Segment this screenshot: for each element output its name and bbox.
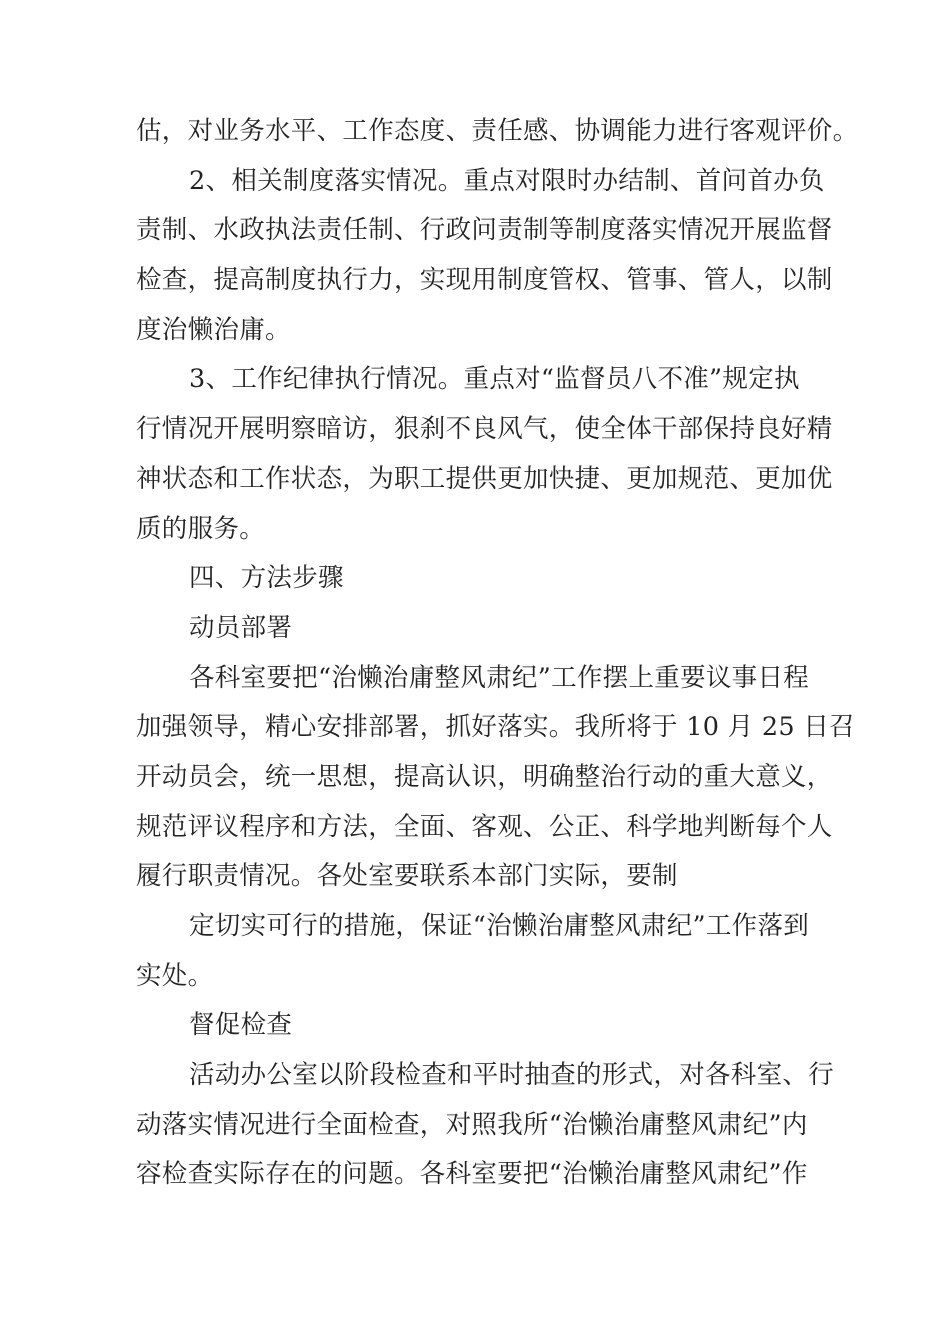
text-line-5: 度治懒治庸。 <box>136 314 291 345</box>
section-heading: 四、方法步骤 <box>189 563 344 594</box>
text-line-13: 加强领导，精心安排部署，抓好落实。我所将于 10 月 25 日召 <box>136 712 855 743</box>
document-body <box>136 107 859 1200</box>
text-line-3: 责制、水政执法责任制、行政问责制等制度落实情况开展监督 <box>136 215 833 246</box>
text-line-16: 履行职责情况。各处室要联系本部门实际，要制 <box>136 861 678 892</box>
text-line-17: 定切实可行的措施，保证“治懒治庸整风肃纪”工作落到 <box>189 911 810 941</box>
text-line-2: 2、相关制度落实情况。重点对限时办结制、首问首办负 <box>189 165 825 196</box>
text-line-20: 活动办公室以阶段检查和平时抽查的形式，对各科室、行 <box>189 1060 835 1091</box>
text-line-8: 神状态和工作状态，为职工提供更加快捷、更加规范、更加优 <box>136 463 833 494</box>
text-line-9: 质的服务。 <box>136 513 266 544</box>
text-line-7: 行情况开展明察暗访，狠刹不良风气，使全体干部保持良好精 <box>136 414 833 445</box>
text-line-4: 检查，提高制度执行力，实现用制度管权、管事、管人，以制 <box>136 265 833 296</box>
text-line-18: 实处。 <box>136 960 214 991</box>
subheading-inspection: 督促检查 <box>189 1010 293 1041</box>
text-line-15: 规范评议程序和方法，全面、客观、公正、科学地判断每个人 <box>136 811 833 842</box>
text-line-6: 3、工作纪律执行情况。重点对“监督员八不准”规定执 <box>189 364 800 395</box>
text-line-22: 容检查实际存在的问题。各科室要把“治懒治庸整风肃纪”作 <box>136 1159 808 1190</box>
text-line-12: 各科室要把“治懒治庸整风肃纪”工作摆上重要议事日程 <box>189 662 810 693</box>
text-line-1: 估，对业务水平、工作态度、责任感、协调能力进行客观评价。 <box>136 116 859 146</box>
subheading-mobilization: 动员部署 <box>189 612 293 643</box>
text-line-21: 动落实情况进行全面检查，对照我所“治懒治庸整风肃纪”内 <box>136 1109 808 1140</box>
text-line-14: 开动员会，统一思想，提高认识，明确整治行动的重大意义， <box>136 761 833 792</box>
